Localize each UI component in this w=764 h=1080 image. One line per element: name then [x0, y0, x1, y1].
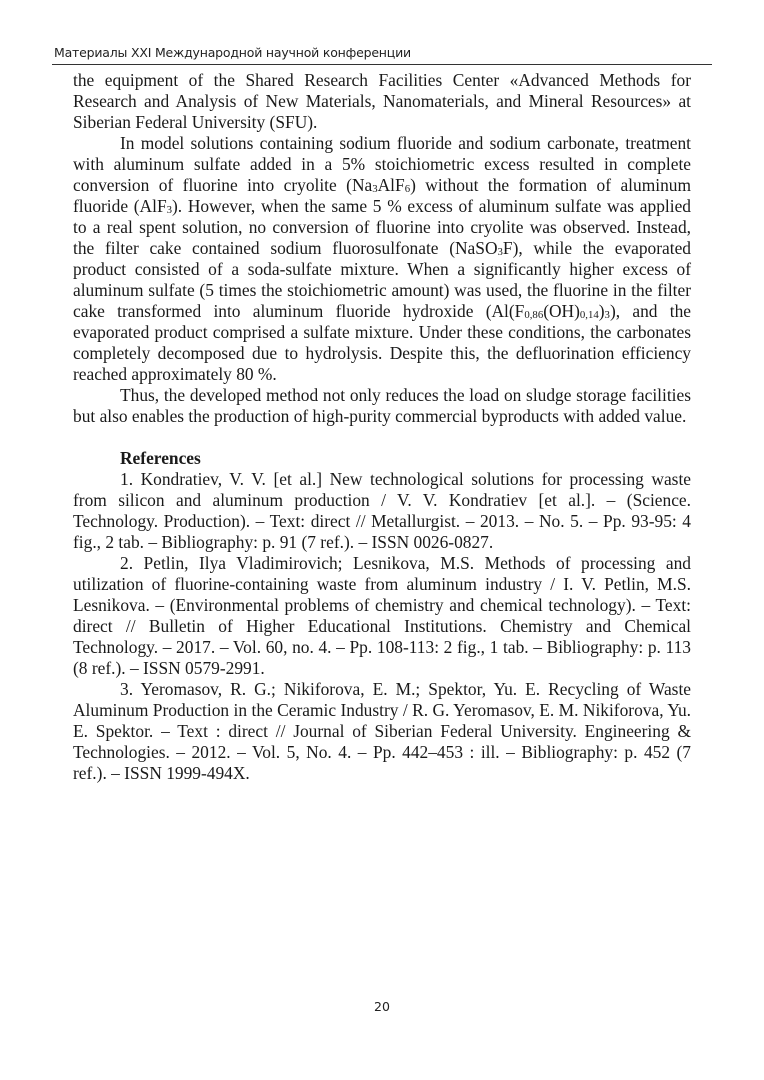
reference-item-3: 3. Yeromasov, R. G.; Nikiforova, E. M.; Spektor, Yu. E. Recycling of Waste Aluminum Production in the Ceramic Industry / R. G. Yeromasov, E. M. Nikiforova, Yu. E. Spektor. – Text : direct // Journal of Siberian Federal University. Engineering & Technologies. – 2012. – Vol. 5, No. 4. – Pp. 442–453 : ill. – Bibliography: p. 452 (7 ref.). – ISSN 1999-494X. — [73, 679, 691, 783]
reference-item-2: 2. Petlin, Ilya Vladimirovich; Lesnikova, M.S. Methods of processing and utilization of fluorine-containing waste from aluminum industry / I. V. Petlin, M.S. Lesnikova. – (Environmental problems of chemistry and chemical technology). – Text: direct // Bulletin of Higher Educational Institutions. Chemistry and Chemical Technology. – 2017. – Vol. 60, no. 4. – Pp. 108-113: 2 fig., 1 tab. – Bibliography: p. 113 (8 ref.). – ISSN 0579-2991. — [73, 553, 691, 678]
paragraph-acknowledgement-continuation: the equipment of the Shared Research Facilities Center «Advanced Methods for Research and Analysis of New Materials, Nanomaterials, and Mineral Resources» at Siberian Federal University (SFU). — [73, 70, 691, 132]
chemical-subscript: 3 — [166, 203, 173, 216]
chemical-subscript: 6 — [404, 182, 411, 195]
chemical-subscript: 0,86 — [524, 308, 544, 321]
running-header — [52, 44, 712, 65]
page-number: 20 — [374, 999, 390, 1014]
paragraph-results: In model solutions containing sodium fluoride and sodium carbonate, treatment with aluminum sulfate added in a 5% stoichiometric excess resulted in complete conversion of fluorine into cryolite $(Na_3AlF_6)$ without the formation of aluminum fluoride (AlF$_3$). However, when the same 5 % excess of aluminum sulfate was applied to a real spent solution, no conversion of fluorine into cryolite was observed. Instead, the filter cake contained sodium fluorosulfonate (NaSO$_3$F), while the evaporated product consisted of a soda-sulfate mixture. When a significantly higher excess of aluminum sulfate (5 times the stoichiometric amount) was used, the fluorine in the filter cake transformed into aluminum fluoride hydroxide $(Al(F_{0,86}(OH)_{0,14})_3)$, and the evaporated product comprised a sulfate mixture. Under these conditions, the carbonates completely decomposed due to hydrolysis. Despite this, the defluorination efficiency reached approximately 80 %. — [73, 133, 692, 384]
running-header-title: Материалы XXI Международной научной конференции — [54, 45, 411, 60]
page-content — [73, 70, 691, 784]
chemical-subscript: 0,14 — [579, 308, 599, 321]
paragraph-conclusion: Thus, the developed method not only reduces the load on sludge storage facilities but also enables the production of high-purity commercial byproducts with added value. — [73, 385, 691, 426]
reference-item-1: 1. Kondratiev, V. V. [et al.] New technological solutions for processing waste from silicon and aluminum production / V. V. Kondratiev [et al.]. – (Science. Technology. Production). – Text: direct // Metallurgist. – 2013. – No. 5. – Pp. 93-95: 4 fig., 2 tab. – Bibliography: p. 91 (7 ref.). – ISSN 0026-0827. — [73, 469, 691, 552]
references-heading: References — [120, 448, 201, 468]
chemical-subscript: 3 — [604, 308, 610, 321]
chemical-subscript: 3 — [372, 182, 378, 195]
chemical-subscript: 3 — [497, 245, 503, 258]
